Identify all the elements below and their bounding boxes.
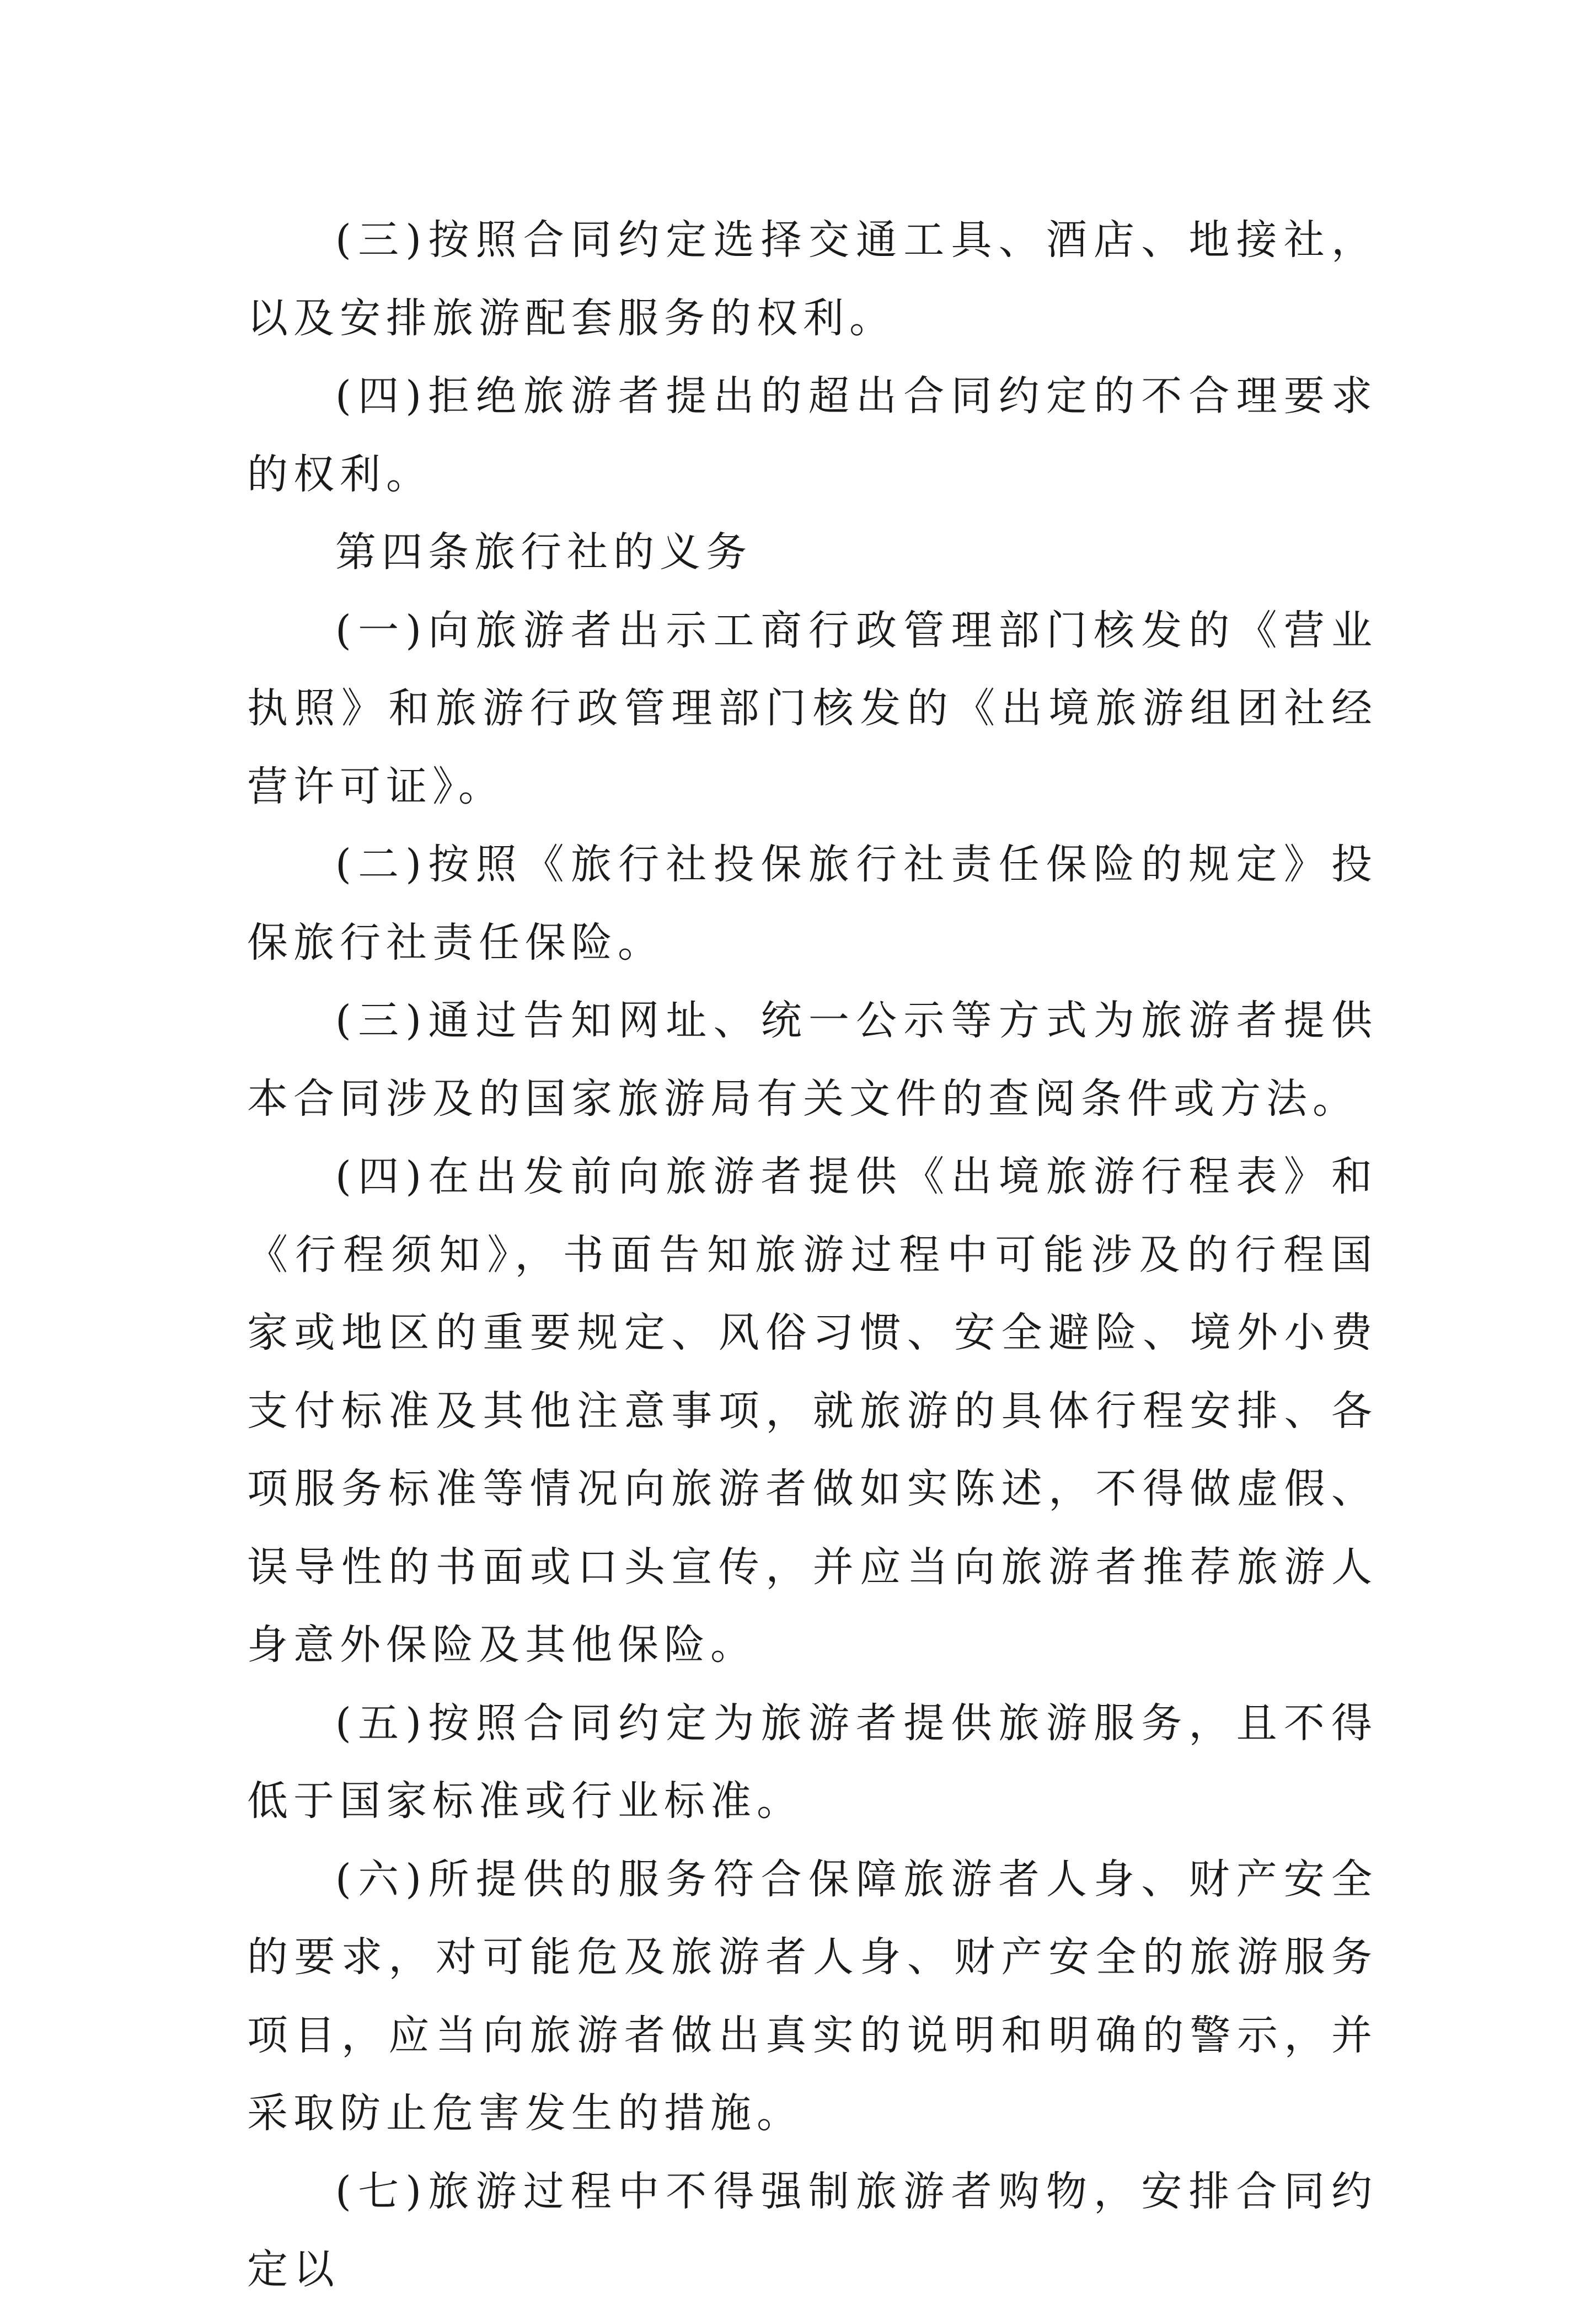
paragraph-duty-5: (五)按照合同约定为旅游者提供旅游服务，且不得低于国家标准或行业标准。 bbox=[247, 1699, 1378, 1825]
paragraph-duty-4: (四)在出发前向旅游者提供《出境旅游行程表》和《行程须知》，书面告知旅游过程中可能涉及的行程国家或地区的重要规定、风俗习惯、安全避险、境外小费支付标准及其他注意事项，就旅游的具体行程安排、各项服务标准等情况向旅游者做如实陈述，不得做虚假、误导性的书面或口头宣传，并应当向旅游者推荐旅游人身意外保险及其他保险。 bbox=[247, 1153, 1378, 1669]
paragraph-right-4: (四)拒绝旅游者提出的超出合同约定的不合理要求的权利。 bbox=[247, 372, 1378, 498]
paragraph-duty-3: (三)通过告知网址、统一公示等方式为旅游者提供本合同涉及的国家旅游局有关文件的查阅条件或方法。 bbox=[247, 997, 1378, 1123]
paragraph-duty-1: (一)向旅游者出示工商行政管理部门核发的《营业执照》和旅游行政管理部门核发的《出境旅游组团社经营许可证》。 bbox=[247, 606, 1378, 810]
document-body bbox=[247, 201, 1378, 2309]
paragraph-duty-6: (六)所提供的服务符合保障旅游者人身、财产安全的要求，对可能危及旅游者人身、财产安全的旅游服务项目，应当向旅游者做出真实的说明和明确的警示，并采取防止危害发生的措施。 bbox=[247, 1855, 1378, 2137]
paragraph-right-3: (三)按照合同约定选择交通工具、酒店、地接社，以及安排旅游配套服务的权利。 bbox=[247, 216, 1378, 342]
paragraph-duty-7: (七)旅游过程中不得强制旅游者购物，安排合同约定以 bbox=[247, 2167, 1378, 2293]
article-4-heading: 第四条旅行社的义务 bbox=[335, 528, 752, 576]
paragraph-duty-2: (二)按照《旅行社投保旅行社责任保险的规定》投保旅行社责任保险。 bbox=[247, 841, 1378, 966]
